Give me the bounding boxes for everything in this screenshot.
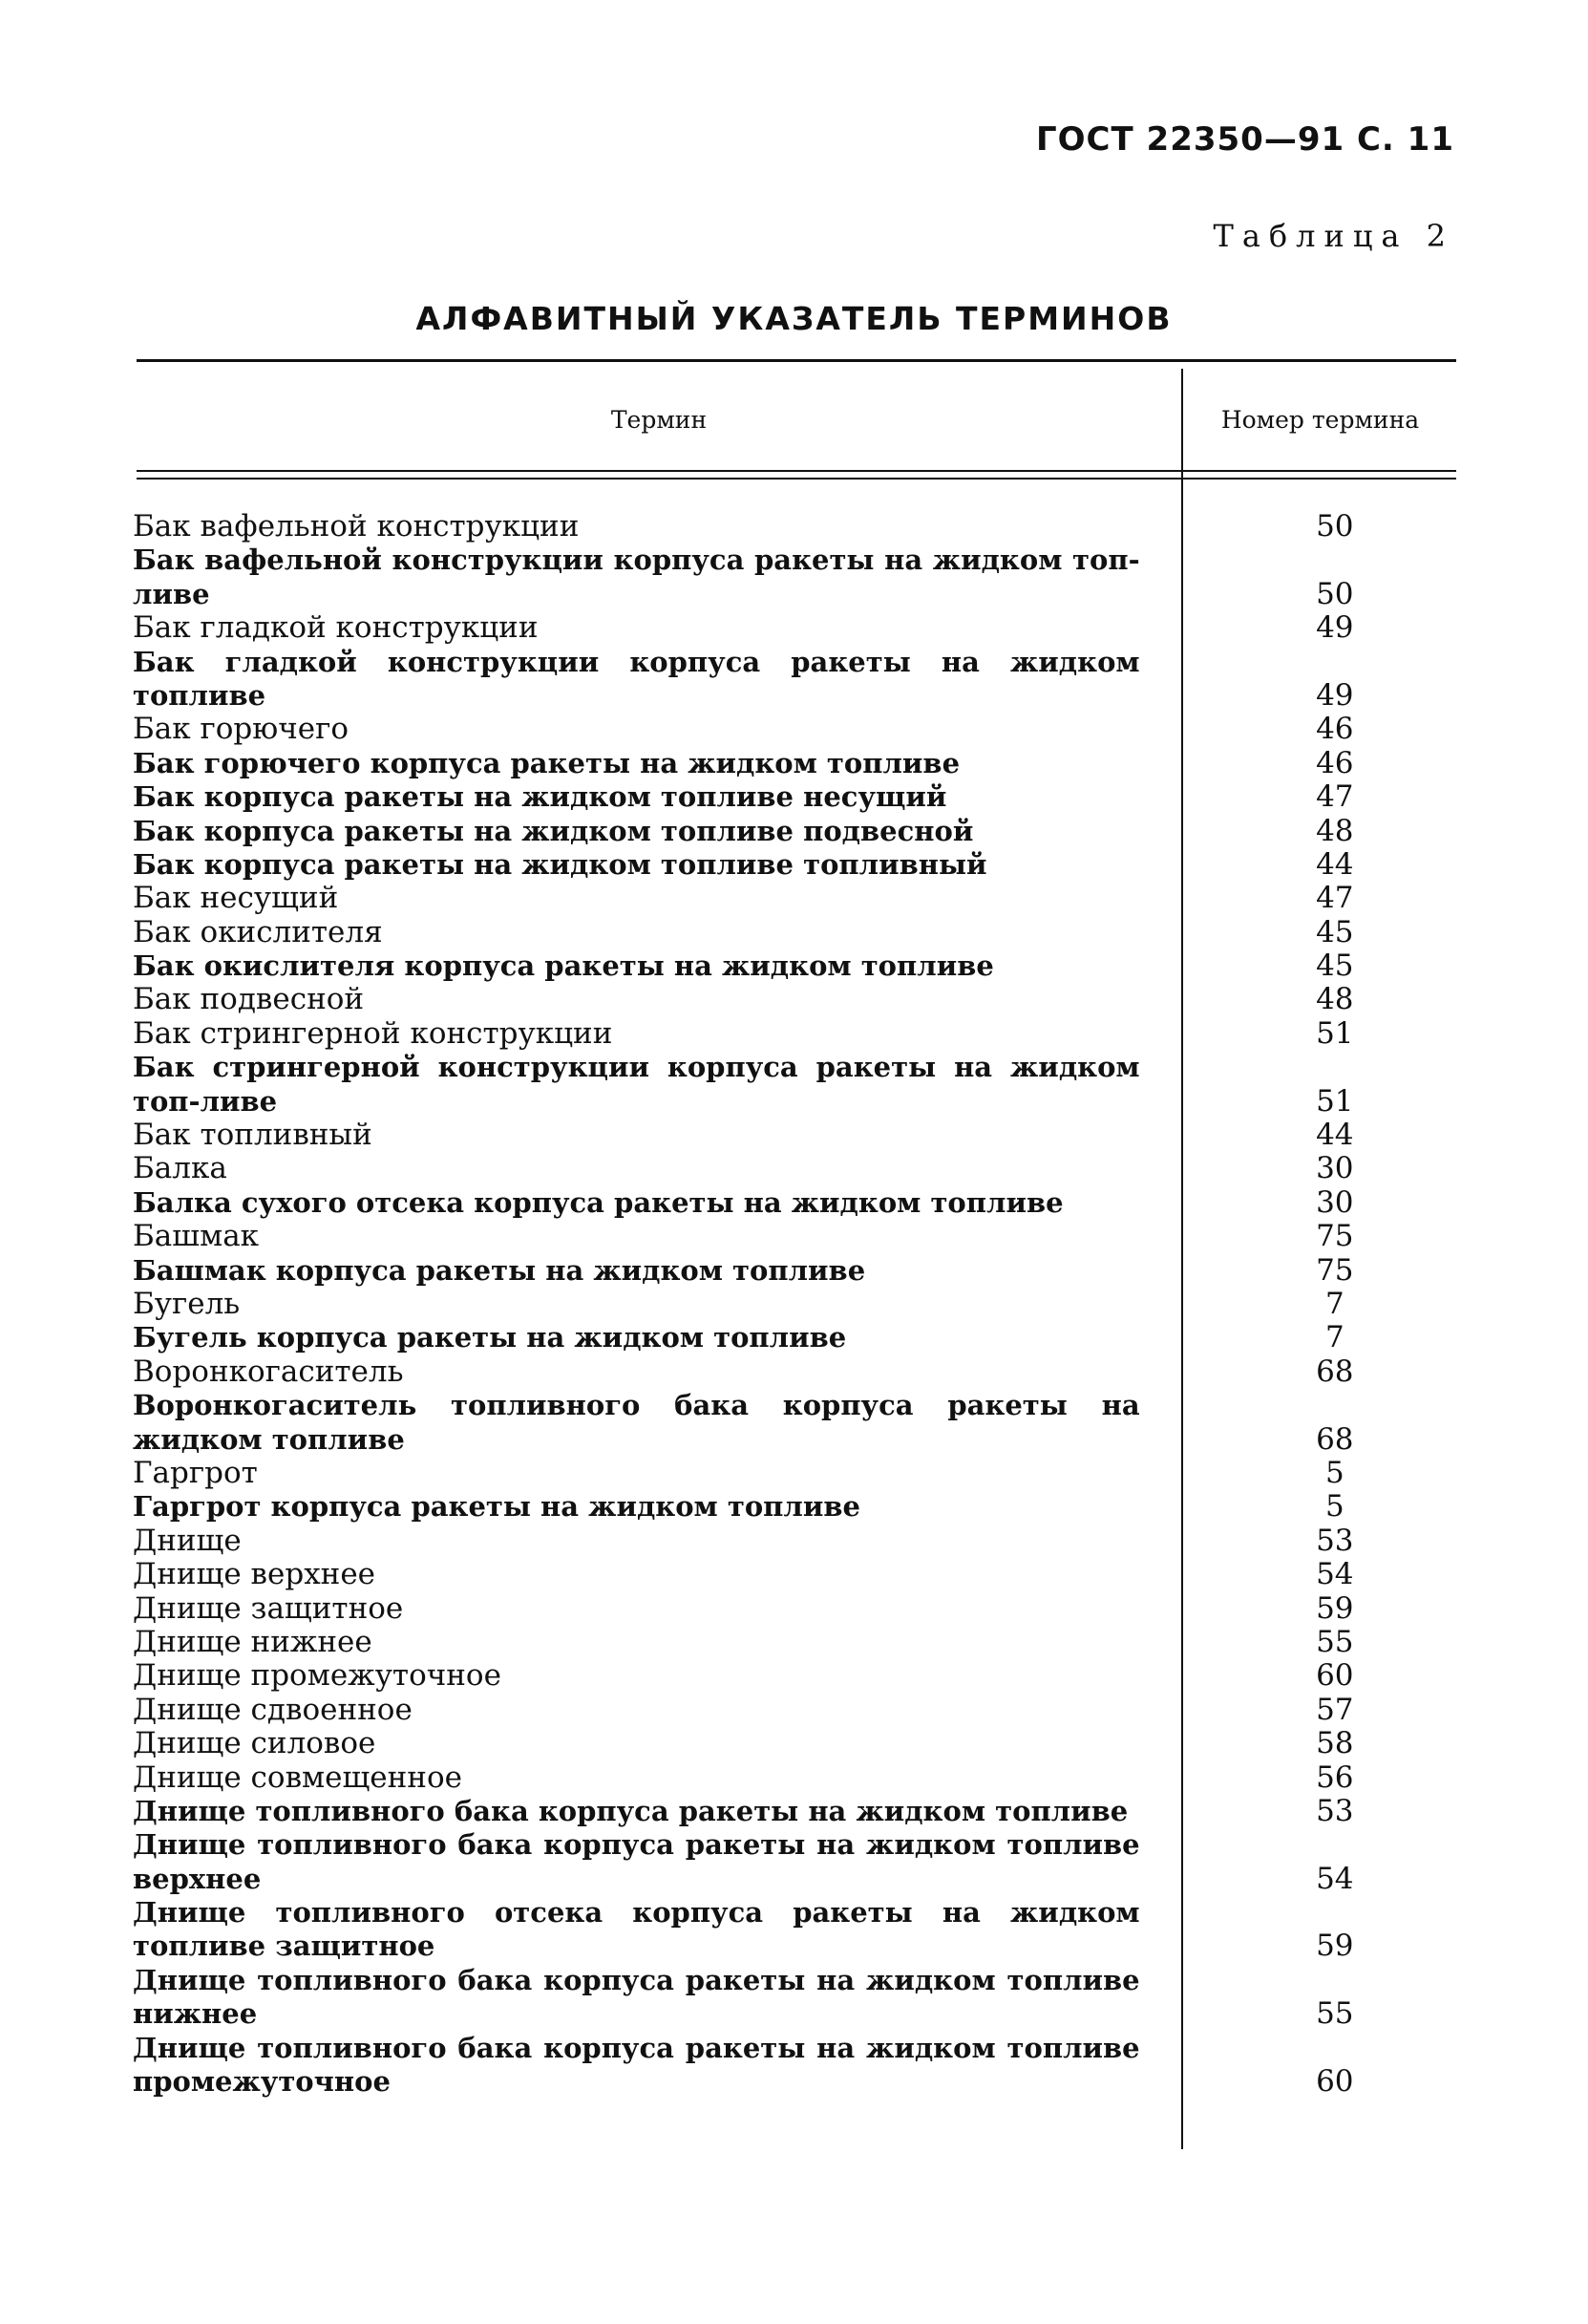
table-row xyxy=(133,1051,1453,1119)
term-text: Днище сдвоенное xyxy=(133,1692,413,1727)
term-number: 44 xyxy=(1316,846,1354,882)
term-text: Бак гладкой конструкции xyxy=(133,610,539,646)
table-row xyxy=(133,1659,1453,1693)
table-row xyxy=(133,747,1453,780)
term-text: Днище топливного бака корпуса ракеты на жидком топливе промежуточное xyxy=(133,2031,1140,2099)
term-number: 30 xyxy=(1316,1151,1354,1186)
page-title: АЛФАВИТНЫЙ УКАЗАТЕЛЬ ТЕРМИНОВ xyxy=(415,300,1173,337)
table-row xyxy=(133,1896,1453,1964)
header-rule-1 xyxy=(137,470,1456,472)
term-text: Башмак xyxy=(133,1219,260,1254)
table-row xyxy=(133,916,1453,949)
term-text: Днище топливного бака корпуса ракеты на жидком топливе нижнее xyxy=(133,1963,1140,2031)
term-number: 30 xyxy=(1316,1184,1354,1220)
term-number: 49 xyxy=(1316,677,1354,713)
table-row xyxy=(133,2032,1453,2100)
term-number: 5 xyxy=(1324,1455,1345,1490)
table-row xyxy=(133,1288,1453,1321)
table-row xyxy=(133,882,1453,915)
term-number: 46 xyxy=(1316,712,1354,747)
term-text: Бак подвесной xyxy=(133,982,365,1017)
table-row xyxy=(133,815,1453,848)
term-text: Днище промежуточное xyxy=(133,1658,501,1694)
term-text: Бак горючего xyxy=(133,712,349,747)
term-number: 45 xyxy=(1316,914,1354,949)
term-text: Днище совмещенное xyxy=(133,1759,462,1795)
table-row xyxy=(133,1795,1453,1828)
table-row xyxy=(133,1254,1453,1288)
term-text: Бак гладкой конструкции корпуса ракеты на жидком топливе xyxy=(133,645,1140,712)
term-text: Бак корпуса ракеты на жидком топливе топливный xyxy=(133,847,987,881)
term-number: 59 xyxy=(1316,1929,1354,1964)
table-row xyxy=(133,1186,1453,1220)
term-number: 48 xyxy=(1316,982,1354,1017)
term-number: 59 xyxy=(1316,1590,1354,1626)
table-row xyxy=(133,848,1453,882)
term-text: Воронкогаситель xyxy=(133,1354,404,1389)
term-number: 5 xyxy=(1324,1489,1345,1524)
term-text: Бугель xyxy=(133,1287,241,1322)
table-row xyxy=(133,1727,1453,1760)
term-text: Днище топливного бака корпуса ракеты на жидком топливе xyxy=(133,1794,1129,1827)
term-text: Бак вафельной конструкции xyxy=(133,508,580,544)
table-label: Таблица 2 xyxy=(1213,218,1454,254)
term-text: Бак топливный xyxy=(133,1118,372,1153)
term-number: 45 xyxy=(1316,949,1354,984)
term-number: 44 xyxy=(1316,1118,1354,1153)
term-number: 51 xyxy=(1316,1083,1354,1119)
term-number: 46 xyxy=(1316,745,1354,780)
term-number: 53 xyxy=(1316,1523,1354,1558)
term-text: Бак вафельной конструкции корпуса ракеты на жидком топ-ливе xyxy=(133,544,1140,610)
term-column-header: Термин xyxy=(610,406,708,434)
table-row xyxy=(133,1119,1453,1152)
term-number: 50 xyxy=(1316,576,1354,611)
term-text: Днище топливного бака корпуса ракеты на жидком топливе верхнее xyxy=(133,1828,1140,1895)
document-code: ГОСТ 22350—91 С. 11 xyxy=(1035,120,1454,159)
table-row xyxy=(133,1152,1453,1185)
table-row xyxy=(133,713,1453,746)
table-row xyxy=(133,611,1453,645)
term-number: 49 xyxy=(1316,610,1354,646)
term-number: 47 xyxy=(1316,881,1354,916)
term-number: 51 xyxy=(1316,1015,1354,1051)
header-rule-2 xyxy=(137,478,1456,480)
term-text: Бак стрингерной конструкции корпуса ракеты на жидком топ-ливе xyxy=(133,1051,1140,1118)
term-text: Днище xyxy=(133,1523,242,1558)
term-number: 54 xyxy=(1316,1861,1354,1896)
table-row xyxy=(133,1828,1453,1896)
term-text: Днище нижнее xyxy=(133,1624,372,1659)
term-number: 54 xyxy=(1316,1557,1354,1592)
term-text: Бак горючего корпуса ракеты на жидком топливе xyxy=(133,746,961,779)
term-text: Бак окислителя xyxy=(133,914,383,949)
term-number: 53 xyxy=(1316,1793,1354,1828)
term-number: 50 xyxy=(1316,508,1354,544)
term-text: Бак несущий xyxy=(133,881,339,916)
table-row xyxy=(133,1694,1453,1727)
term-text: Воронкогаситель топливного бака корпуса ракеты на жидком топливе xyxy=(133,1389,1140,1456)
term-number: 75 xyxy=(1316,1252,1354,1288)
table-row xyxy=(133,780,1453,814)
term-number: 75 xyxy=(1316,1219,1354,1254)
term-number: 60 xyxy=(1316,1658,1354,1694)
term-number: 55 xyxy=(1316,1624,1354,1659)
table-row xyxy=(133,510,1453,544)
term-text: Бак корпуса ракеты на жидком топливе несущий xyxy=(133,780,947,814)
top-rule xyxy=(137,359,1456,362)
table-row xyxy=(133,1524,1453,1558)
term-text: Бак корпуса ракеты на жидком топливе подвесной xyxy=(133,814,974,847)
term-text: Гаргрот корпуса ракеты на жидком топливе xyxy=(133,1490,860,1524)
table-row xyxy=(133,1626,1453,1659)
table-row xyxy=(133,1761,1453,1795)
table-row xyxy=(133,1389,1453,1457)
term-text: Днище верхнее xyxy=(133,1557,376,1592)
table-row xyxy=(133,1321,1453,1354)
term-number: 56 xyxy=(1316,1759,1354,1795)
term-text: Бак стрингерной конструкции xyxy=(133,1015,613,1051)
table-row xyxy=(133,1355,1453,1389)
term-number: 7 xyxy=(1324,1287,1345,1322)
table-row xyxy=(133,984,1453,1017)
term-number: 7 xyxy=(1324,1320,1345,1355)
term-text: Бак окислителя корпуса ракеты на жидком топливе xyxy=(133,949,994,983)
term-number: 68 xyxy=(1316,1354,1354,1389)
term-number: 55 xyxy=(1316,1996,1354,2032)
term-text: Балка xyxy=(133,1151,227,1186)
table-row xyxy=(133,1457,1453,1490)
term-number: 47 xyxy=(1316,779,1354,815)
table-row xyxy=(133,544,1453,611)
table-row xyxy=(133,1558,1453,1591)
term-number: 68 xyxy=(1316,1421,1354,1457)
index-rows xyxy=(133,510,1453,2099)
table-row xyxy=(133,1490,1453,1524)
term-text: Бугель корпуса ракеты на жидком топливе xyxy=(133,1321,847,1354)
term-number: 57 xyxy=(1316,1692,1354,1727)
table-row xyxy=(133,949,1453,983)
term-text: Балка сухого отсека корпуса ракеты на жидком топливе xyxy=(133,1185,1064,1219)
term-text: Днище защитное xyxy=(133,1590,404,1626)
term-number: 60 xyxy=(1316,2064,1354,2100)
table-row xyxy=(133,1964,1453,2032)
term-text: Днище силовое xyxy=(133,1726,376,1761)
term-text: Днище топливного отсека корпуса ракеты на жидком топливе защитное xyxy=(133,1896,1140,1963)
table-row xyxy=(133,1220,1453,1253)
table-row xyxy=(133,1017,1453,1051)
table-row xyxy=(133,646,1453,714)
term-text: Башмак корпуса ракеты на жидком топливе xyxy=(133,1253,866,1287)
term-text: Гаргрот xyxy=(133,1455,258,1490)
term-number: 58 xyxy=(1316,1726,1354,1761)
term-number: 48 xyxy=(1316,813,1354,848)
table-row xyxy=(133,1592,1453,1626)
number-column-header: Номер термина xyxy=(1220,406,1420,434)
